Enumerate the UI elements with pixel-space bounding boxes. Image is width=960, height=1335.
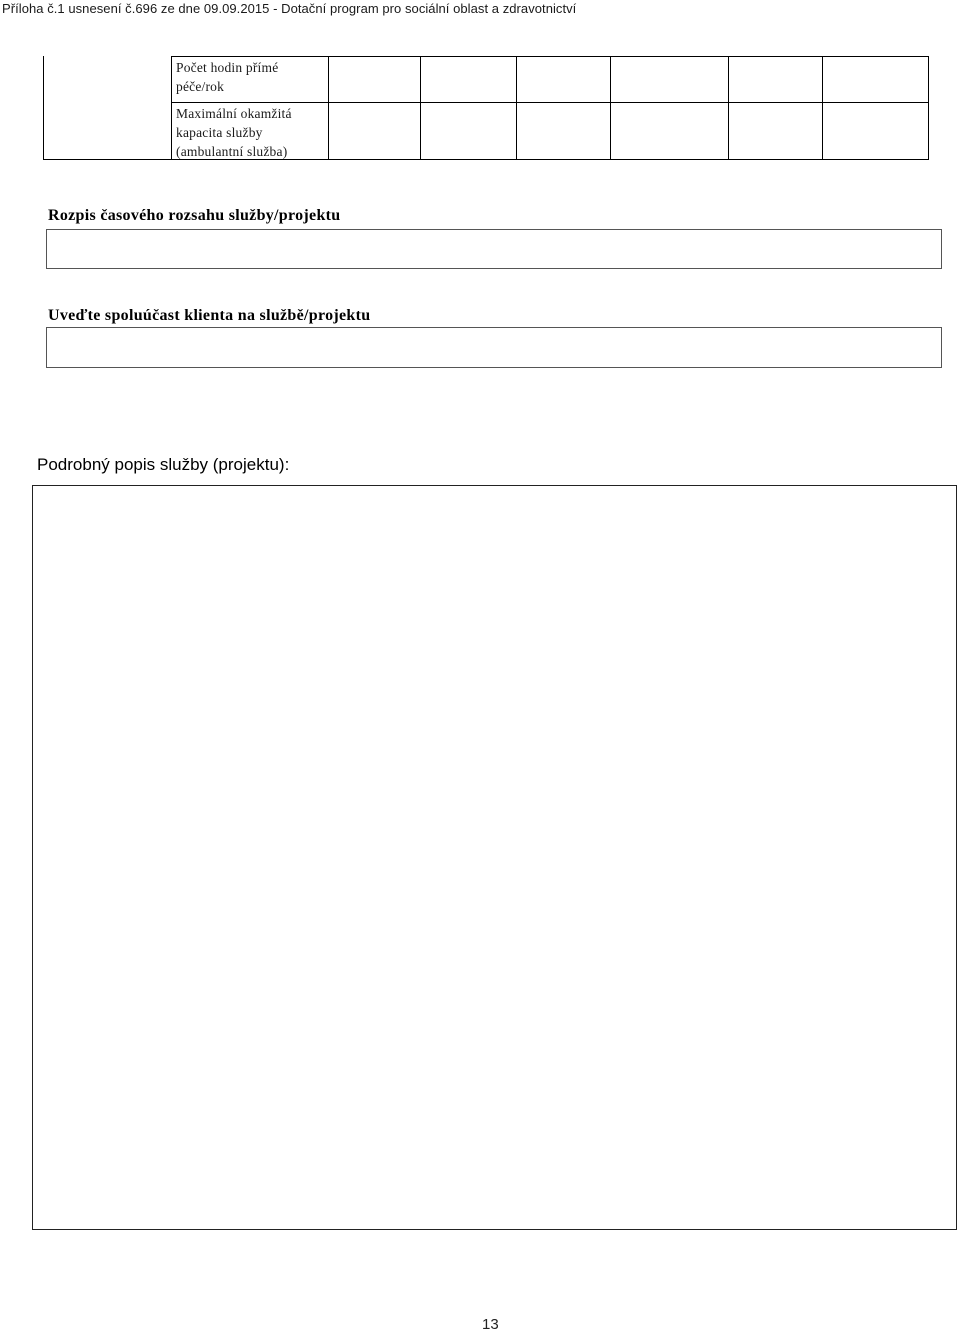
- time-scope-title: Rozpis časového rozsahu služby/projektu: [48, 207, 341, 224]
- client-participation-title: Uveďte spoluúčast klienta na službě/projektu: [48, 307, 371, 324]
- time-scope-field[interactable]: [46, 229, 942, 269]
- table-divider: [610, 56, 611, 160]
- table-divider: [516, 56, 517, 160]
- document-header: Příloha č.1 usnesení č.696 ze dne 09.09.2015 - Dotační program pro sociální oblast a zdravotnictví: [2, 1, 577, 16]
- table-divider: [728, 56, 729, 160]
- table-row-label: [176, 104, 292, 161]
- description-title: Podrobný popis služby (projektu):: [37, 455, 290, 474]
- label-line: (ambulantní služba): [176, 144, 288, 159]
- table-row-divider: [171, 102, 929, 103]
- table-border-left: [43, 56, 44, 160]
- table-border-top: [171, 56, 929, 57]
- label-line: Maximální okamžitá: [176, 106, 292, 121]
- label-line: péče/rok: [176, 79, 225, 94]
- table-divider: [328, 56, 329, 160]
- table-divider: [822, 56, 823, 160]
- client-participation-field[interactable]: [46, 327, 942, 368]
- description-field[interactable]: [32, 485, 957, 1230]
- label-line: Počet hodin přímé: [176, 60, 279, 75]
- table-divider: [420, 56, 421, 160]
- capacity-table: [43, 56, 929, 160]
- label-line: kapacita služby: [176, 125, 263, 140]
- table-border-right: [928, 56, 929, 160]
- page-number: 13: [482, 1316, 499, 1333]
- table-divider: [171, 56, 172, 160]
- table-row-label: [176, 58, 278, 96]
